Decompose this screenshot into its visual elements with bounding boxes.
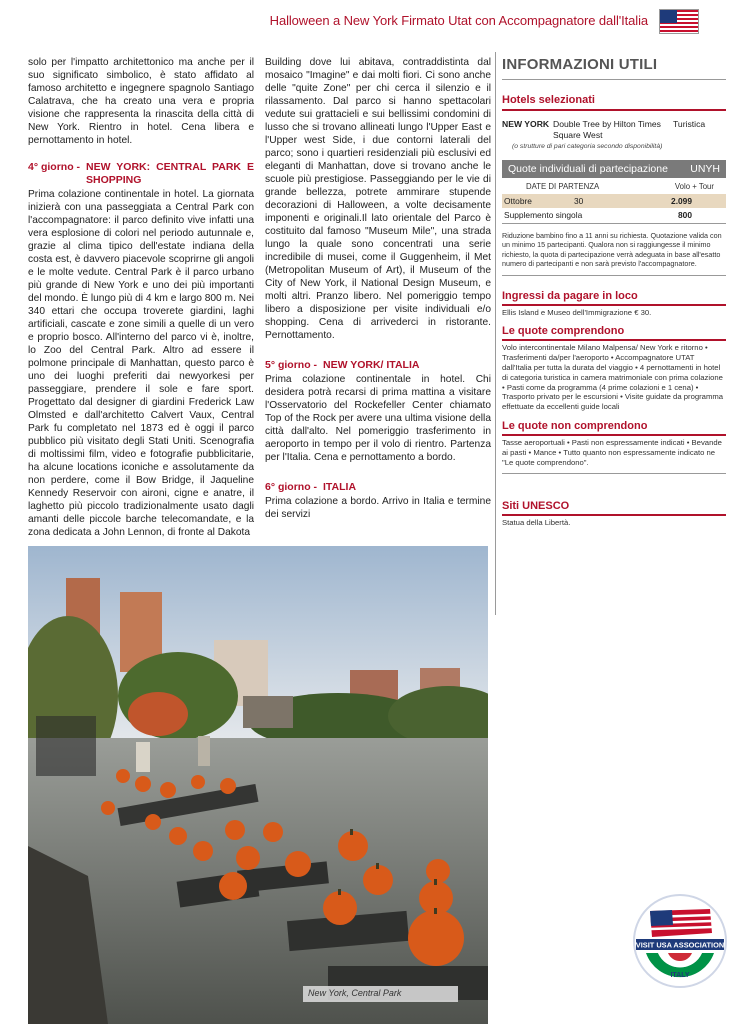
day4-title: NEW YORK: CENTRAL PARK E SHOPPING bbox=[86, 161, 254, 186]
price-column-header: Volo + Tour bbox=[674, 182, 714, 191]
day5-heading bbox=[265, 359, 491, 372]
day4-heading bbox=[28, 161, 254, 187]
departure-price: 2.099 bbox=[671, 196, 692, 206]
hotel-city: NEW YORK bbox=[502, 119, 550, 129]
hotels-heading: Hotels selezionati bbox=[502, 94, 595, 106]
dates-column-header: DATE DI PARTENZA bbox=[526, 182, 600, 191]
sidebar-title-rule bbox=[502, 79, 726, 80]
departure-day: 30 bbox=[574, 196, 584, 206]
hotel-row bbox=[502, 119, 726, 141]
quote-note-rule bbox=[502, 275, 726, 276]
quote-table-rule bbox=[502, 223, 726, 224]
comprendono-text: Volo intercontinentale Milano Malpensa/ New York e ritorno • Trasferimenti da/per l'aeroporto • Accompagnatore UTAT dall'Italia per tutta la durata del viaggio • 4 pernottamenti in hotel di categoria turistica in camera matrimoniale con prima colazione • Pasti come da programma (4 prime colazioni e 1 cena) • Trasporto privato per le escursioni • Visite guidate da programma effettuate da eccellenti guide locali bbox=[502, 343, 724, 412]
info-sidebar bbox=[502, 56, 726, 528]
day5-number: 5° giorno - bbox=[265, 359, 318, 371]
supplement-row bbox=[502, 208, 726, 221]
day6-number: 6° giorno - bbox=[265, 481, 318, 493]
day4-number: 4° giorno - bbox=[28, 161, 81, 173]
departure-month: Ottobre bbox=[504, 196, 532, 206]
page-header-title: Halloween a New York Firmato Utat con Accompagnatore dall'Italia bbox=[269, 13, 648, 28]
day5-title: NEW YORK/ ITALIA bbox=[323, 359, 420, 371]
unesco-text: Statua della Libertà. bbox=[502, 518, 571, 528]
logo-subtext: ITALY bbox=[670, 972, 690, 979]
day6-text: Prima colazione a bordo. Arrivo in Italia e termine dei servizi bbox=[265, 496, 491, 520]
day5-text: Prima colazione continentale in hotel. Chi desidera potrà recarsi di prima mattina a visitare l'Osservatorio del Rockefeller Center chiamato Top of the Rock per avere una ultima visione della città dall'alto. Nel pomeriggio trasferimento in aeroporto in tempo per il volo di rientro. Partenza per l'Italia. Cena e pernottamento a bordo. bbox=[265, 374, 491, 463]
hotel-name: Double Tree by Hilton Times Square West bbox=[553, 119, 661, 140]
quote-column-headers bbox=[502, 178, 726, 194]
ingressi-text: Ellis Island e Museo dell'Immigrazione € 30. bbox=[502, 307, 652, 317]
itinerary-column-1 bbox=[28, 56, 254, 539]
supplement-label: Supplemento singola bbox=[504, 209, 583, 220]
quote-header-bar bbox=[502, 160, 726, 178]
quote-note: Riduzione bambino fino a 11 anni su richiesta. Quotazione valida con un minimo 15 partecipanti. Qualora non si raggiungesse il minimo richiesto, la quota di partecipazione verrà adeguata in base all'esatto numero di partecipanti e non sarà previsto l'accompagnatore. bbox=[502, 231, 722, 269]
supplement-price: 800 bbox=[678, 209, 692, 220]
quote-label: Quote individuali di partecipazione bbox=[508, 163, 668, 175]
column-divider bbox=[495, 52, 496, 615]
non-comprendono-rule bbox=[502, 473, 726, 474]
quote-code: UNYH bbox=[690, 163, 720, 175]
sidebar-title: INFORMAZIONI UTILI bbox=[502, 56, 658, 73]
hotel-note: (o strutture di pari categoria secondo disponibilità) bbox=[512, 143, 663, 150]
day4-continuation-text: Building dove lui abitava, contraddistinta dal mosaico "Imagine" e dai molti fiori. Ci sono anche delle "quite Zone" per chi cerca il silenzio e il rilassamento. Dal parco si hanno spettacolari vedute sui grattacieli e sui bellissimi condomini di lusso che si trovano allineati lungo l'Upper East e l'Upper west Side, i due contorni laterali del parco; sono i quartieri residenziali più esclusivi ed eleganti di Manhattan, dove si trovano anche le scuole più prestigiose. Passeggiando per le vie di grande bellezza, potrete ammirare stupende decorazioni di Halloween, a volte decisamente imponenti e originali.Il lato orientale del Parco è costituito dal famoso "Museum Mile", una strada lungo la quale sono concentrati una serie incredibile di musei, come il Guggenheim, il Met (Metropolitan Museum of Art), il Museum of the City of New York, il National Design Museum, e molti altri. Pranzo libero. Nel pomeriggio tempo libero a disposizione per visite individuali e/o shopping. Cena di arrivederci in ristorante. Pernottamento. bbox=[265, 57, 491, 341]
hotels-rule bbox=[502, 109, 726, 111]
day6-heading bbox=[265, 481, 491, 494]
usa-flag-icon bbox=[659, 9, 699, 34]
itinerary-column-2 bbox=[265, 56, 491, 521]
price-row bbox=[502, 194, 726, 208]
logo-text: VISIT USA ASSOCIATION bbox=[635, 940, 725, 950]
visit-usa-association-logo bbox=[632, 893, 728, 989]
ingressi-heading: Ingressi da pagare in loco bbox=[502, 290, 726, 306]
non-comprendono-text: Tasse aeroportuali • Pasti non espressamente indicati • Bevande ai pasti • Mance • Tutto quanto non espressamente indicato ne "Le quote comprendono". bbox=[502, 438, 722, 467]
day3-continuation-text: solo per l'impatto architettonico ma anche per il suo significato simbolico, è stato affidato al famoso architetto e ingegnere spagnolo Santiago Calatrava, che ha creato una vera e propria visione che rappresenta la rinascita della città di New York. Rientro in hotel. Cena libera e pernottamento in hotel. bbox=[28, 57, 254, 146]
comprendono-heading: Le quote comprendono bbox=[502, 325, 726, 341]
unesco-heading: Siti UNESCO bbox=[502, 500, 726, 516]
day6-title: ITALIA bbox=[323, 481, 357, 493]
central-park-photo bbox=[28, 546, 488, 1024]
hotel-category: Turistica bbox=[673, 119, 706, 129]
photo-caption: New York, Central Park bbox=[303, 986, 458, 1002]
non-comprendono-heading: Le quote non comprendono bbox=[502, 420, 726, 436]
day4-text: Prima colazione continentale in hotel. La giornata inizierà con una passeggiata a Central Park con l'accompagnatore: il parco definito vive infatti una vera esplosione di colori nel periodo autunnale e, grazie al clima tipico dell'estate indiana della costa est, è davvero piacevole scoprirne gli angoli e le molte vedute. Central Park è il parco urbano più grande di New York e uno dei più importanti del mondo. È lungo più di 4 km e largo 800 m. Nei 340 ettari che occupa troverete giardini, laghi artificiali, cascate e zone simili a quelle di un vero e proprio bosco. All'interno del parco vi è, inoltre, lo Zoo del Central Park. Altro ad essere il polmone principale di Manhattan, questo parco è uno dei luoghi preferiti dai newyorkesi per passeggiare, prendere il sole e fare sport. Progettato dal designer di giardini Frederick Law Olmsted e dall'architetto Calvert Vaux, Central Park fu completato nel 1873 ed è oggi il parco pubblico più visitato degli Stati Uniti. Scenografia di moltissimi film, video e fotografie pubblicitarie, ha alcune locations iconiche e assolutamente da non perdere, come il Bow Bridge, il Jaqueline Kennedy Reservoir con aironi, cigne e anatre, il laghetto più piccolo tradizionalmente usato dagli amanti delle piccole barche telecomandate, e la zona dedicata a John Lennon, di fronte al Dakota bbox=[28, 189, 254, 538]
